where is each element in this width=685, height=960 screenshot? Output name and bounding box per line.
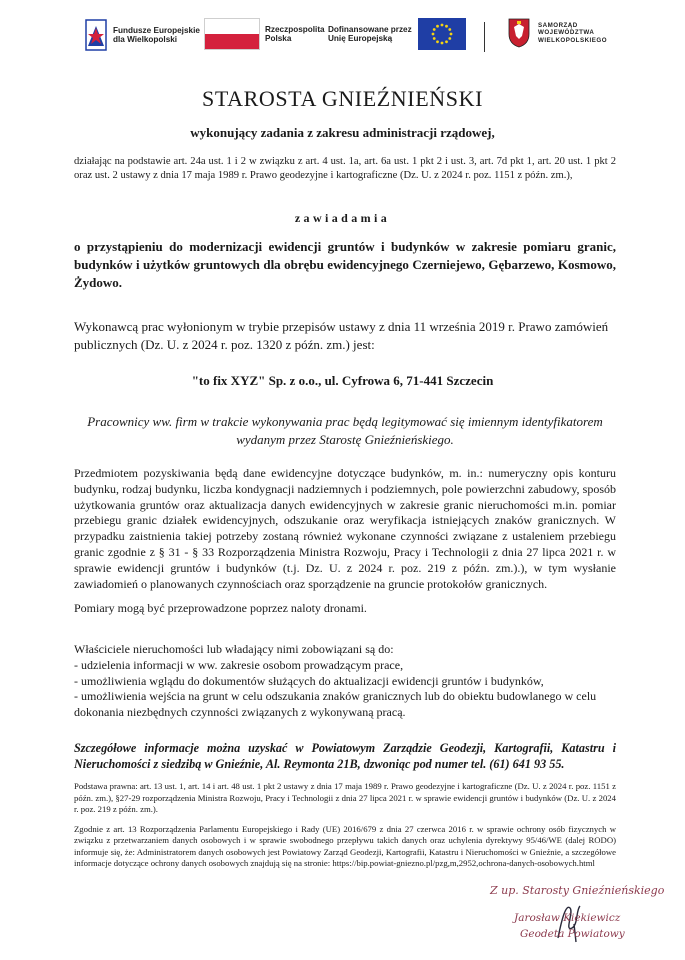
rp-logo bbox=[204, 18, 325, 50]
staff-note: Pracownicy ww. firm w trakcie wykonywania prac będą legitymować się imiennym identyfikatorem wydanym przez Starostę Gnieźnieńskiego. bbox=[87, 414, 603, 447]
main-paragraph-text: Przedmiotem pozyskiwania będą dane ewidencyjne dotyczące budynków, m. in.: numeryczny opis konturu budynku, rodzaj budynku, liczba kondygnacji nadziemnych i podziemnych, pole powierzchni zabudowy, sposób użytkowania gruntów oraz aktualizacja danych ewidencyjnych w zakresie granic nieruchomości m.in. pomiar przebiegu granic działek ewidencyjnych, odszukanie oraz weryfikacja istniejących znaków granicznych. W przypadku zaistnienia takiej potrzeby zostaną również wykonane czynności związane z ustaleniem przebiegu granic zgodnie z § 31 - § 33 Rozporządzenia Ministra Rozwoju, Pracy i Technologii z dnia 27 lipca 2021 r. w sprawie ewidencji gruntów i budynków (t.j. Dz. U. z 2024 r. poz. 219 z późn. zm.).), w tym wysłanie zawiadomień o planowanych czynnościach oraz sporządzenie na gruncie protokołów granicznych. bbox=[74, 466, 616, 591]
ue-logo-line2: Unię Europejską bbox=[328, 34, 393, 43]
eu-flag-icon bbox=[418, 18, 466, 50]
fe-logo bbox=[84, 18, 200, 52]
polish-flag-icon bbox=[204, 18, 260, 50]
sw-logo-line2: WOJEWÓDZTWA bbox=[538, 29, 595, 37]
owners-item: - umożliwienia wejścia na grunt w celu odszukania znaków granicznych lub do obiektu budowlanego w celu dokonania niezbędnych czynności związanych z wykonywaną pracą. bbox=[74, 689, 597, 720]
owners-item: - udzielenia informacji w ww. zakresie osobom prowadzącym prace, bbox=[74, 657, 404, 672]
owners-item: - umożliwienia wglądu do dokumentów służących do aktualizacji ewidencji gruntów i budynków, bbox=[74, 673, 544, 688]
document-subtitle: wykonujący zadania z zakresu administracji rządowej, bbox=[190, 125, 495, 140]
fe-logo-line2: dla Wielkopolski bbox=[113, 35, 178, 44]
fe-logo-line1: Fundusze Europejskie bbox=[113, 25, 200, 35]
legal-footnote: Podstawa prawna: art. 13 ust. 1, art. 14 i art. 48 ust. 1 pkt 2 ustawy z dnia 17 maja 1989 r. Prawo geodezyjne i kartograficzne (Dz. U. z 2024 r. poz. 1151 z późn. zm.), §27-29 rozporządzenia Ministra Rozwoju, Pracy i Technologii z dnia 27 lipca 2021 r. w sprawie ewidencji gruntów i budynków (Dz. U. z 2024 r. poz. 219 z późn. zm.). bbox=[74, 781, 616, 815]
header-logos bbox=[84, 18, 644, 62]
signature-line1: Z up. Starosty Gnieźnieńskiego bbox=[490, 884, 665, 897]
ue-logo-line1: Dofinansowane przez bbox=[328, 24, 412, 34]
drones-note: Pomiary mogą być przeprowadzone poprzez naloty dronami. bbox=[74, 601, 367, 615]
sw-logo-line1: SAMORZĄD bbox=[538, 21, 578, 29]
fe-star-icon bbox=[84, 18, 108, 52]
signature-line2: Jarosław Kiekiewicz bbox=[514, 912, 621, 924]
legal-basis: działając na podstawie art. 24a ust. 1 i 2 w związku z art. 4 ust. 1a, art. 6a ust. 1 pkt 2 i ust. 3, art. 7d pkt 1, art. 20 ust. 1 pkt 2 oraz ust. 2 ustawy z dnia 17 maja 1989 r. Prawo geodezyjne i kartograficzne (Dz. U. z 2024 r. poz. 1151 z późn. zm.), bbox=[74, 156, 616, 182]
sw-logo bbox=[508, 18, 607, 48]
owners-intro: Właściciele nieruchomości lub władający nimi zobowiązani są do: bbox=[74, 642, 394, 656]
signature-stamp bbox=[490, 880, 670, 955]
contractor-intro: Wykonawcą prac wyłonionym w trybie przepisów ustawy z dnia 11 września 2019 r. Prawo zamówień publicznych (Dz. U. z 2024 r. poz. 1320 z późn. zm.) jest: bbox=[74, 319, 609, 352]
rp-logo-line1: Rzeczpospolita bbox=[265, 24, 325, 34]
ue-logo bbox=[328, 18, 466, 50]
announcement-subject: o przystąpieniu do modernizacji ewidencji gruntów i budynków w zakresie pomiaru granic, budynków i użytków gruntowych dla obrębu ewidencyjnego Czerniejewo, Gębarzewo, Kosmowo, Żydowo. bbox=[74, 239, 616, 290]
contractor-name: "to fix XYZ" Sp. z o.o., ul. Cyfrowa 6, 71-441 Szczecin bbox=[191, 373, 494, 388]
main-paragraph bbox=[74, 466, 616, 592]
signature-line3: Geodeta Powiatowy bbox=[520, 928, 625, 940]
owners-obligations bbox=[74, 642, 616, 721]
coat-of-arms-icon bbox=[508, 18, 530, 48]
contact-info: Szczegółowe informacje można uzyskać w Powiatowym Zarządzie Geodezji, Kartografii, Katastru i Nieruchomości z siedzibą w Gnieźnie, Al. Reymonta 21B, dzwoniąc pod numer tel. (61) 641 93 55. bbox=[74, 741, 616, 771]
rp-logo-line2: Polska bbox=[265, 34, 292, 43]
rodo-note: Zgodnie z art. 13 Rozporządzenia Parlamentu Europejskiego i Rady (UE) 2016/679 z dnia 27 czerwca 2016 r. w sprawie ochrony osób fizycznych w związku z przetwarzaniem danych osobowych i w sprawie swobodnego przepływu takich danych oraz uchylenia dyrektywy 95/46/WE (dalej RODO) informuje się, że: Administratorem danych osobowych jest Powiatowy Zarząd Geodezji, Kartografii, Katastru i Nieruchomości w Gnieźnie, a szczegółowe informacje dotyczące ochrony danych osobowych znajdują się na stronie: https://bip.powiat-gniezno.pl/pzg,m,2952,ochrona-danych-osobowych.html bbox=[74, 824, 616, 869]
logo-separator bbox=[484, 22, 485, 52]
announcement-verb: zawiadamia bbox=[294, 211, 391, 225]
sw-logo-line3: WIELKOPOLSKIEGO bbox=[538, 36, 608, 44]
document-title: STAROSTA GNIEŹNIEŃSKI bbox=[201, 86, 483, 111]
